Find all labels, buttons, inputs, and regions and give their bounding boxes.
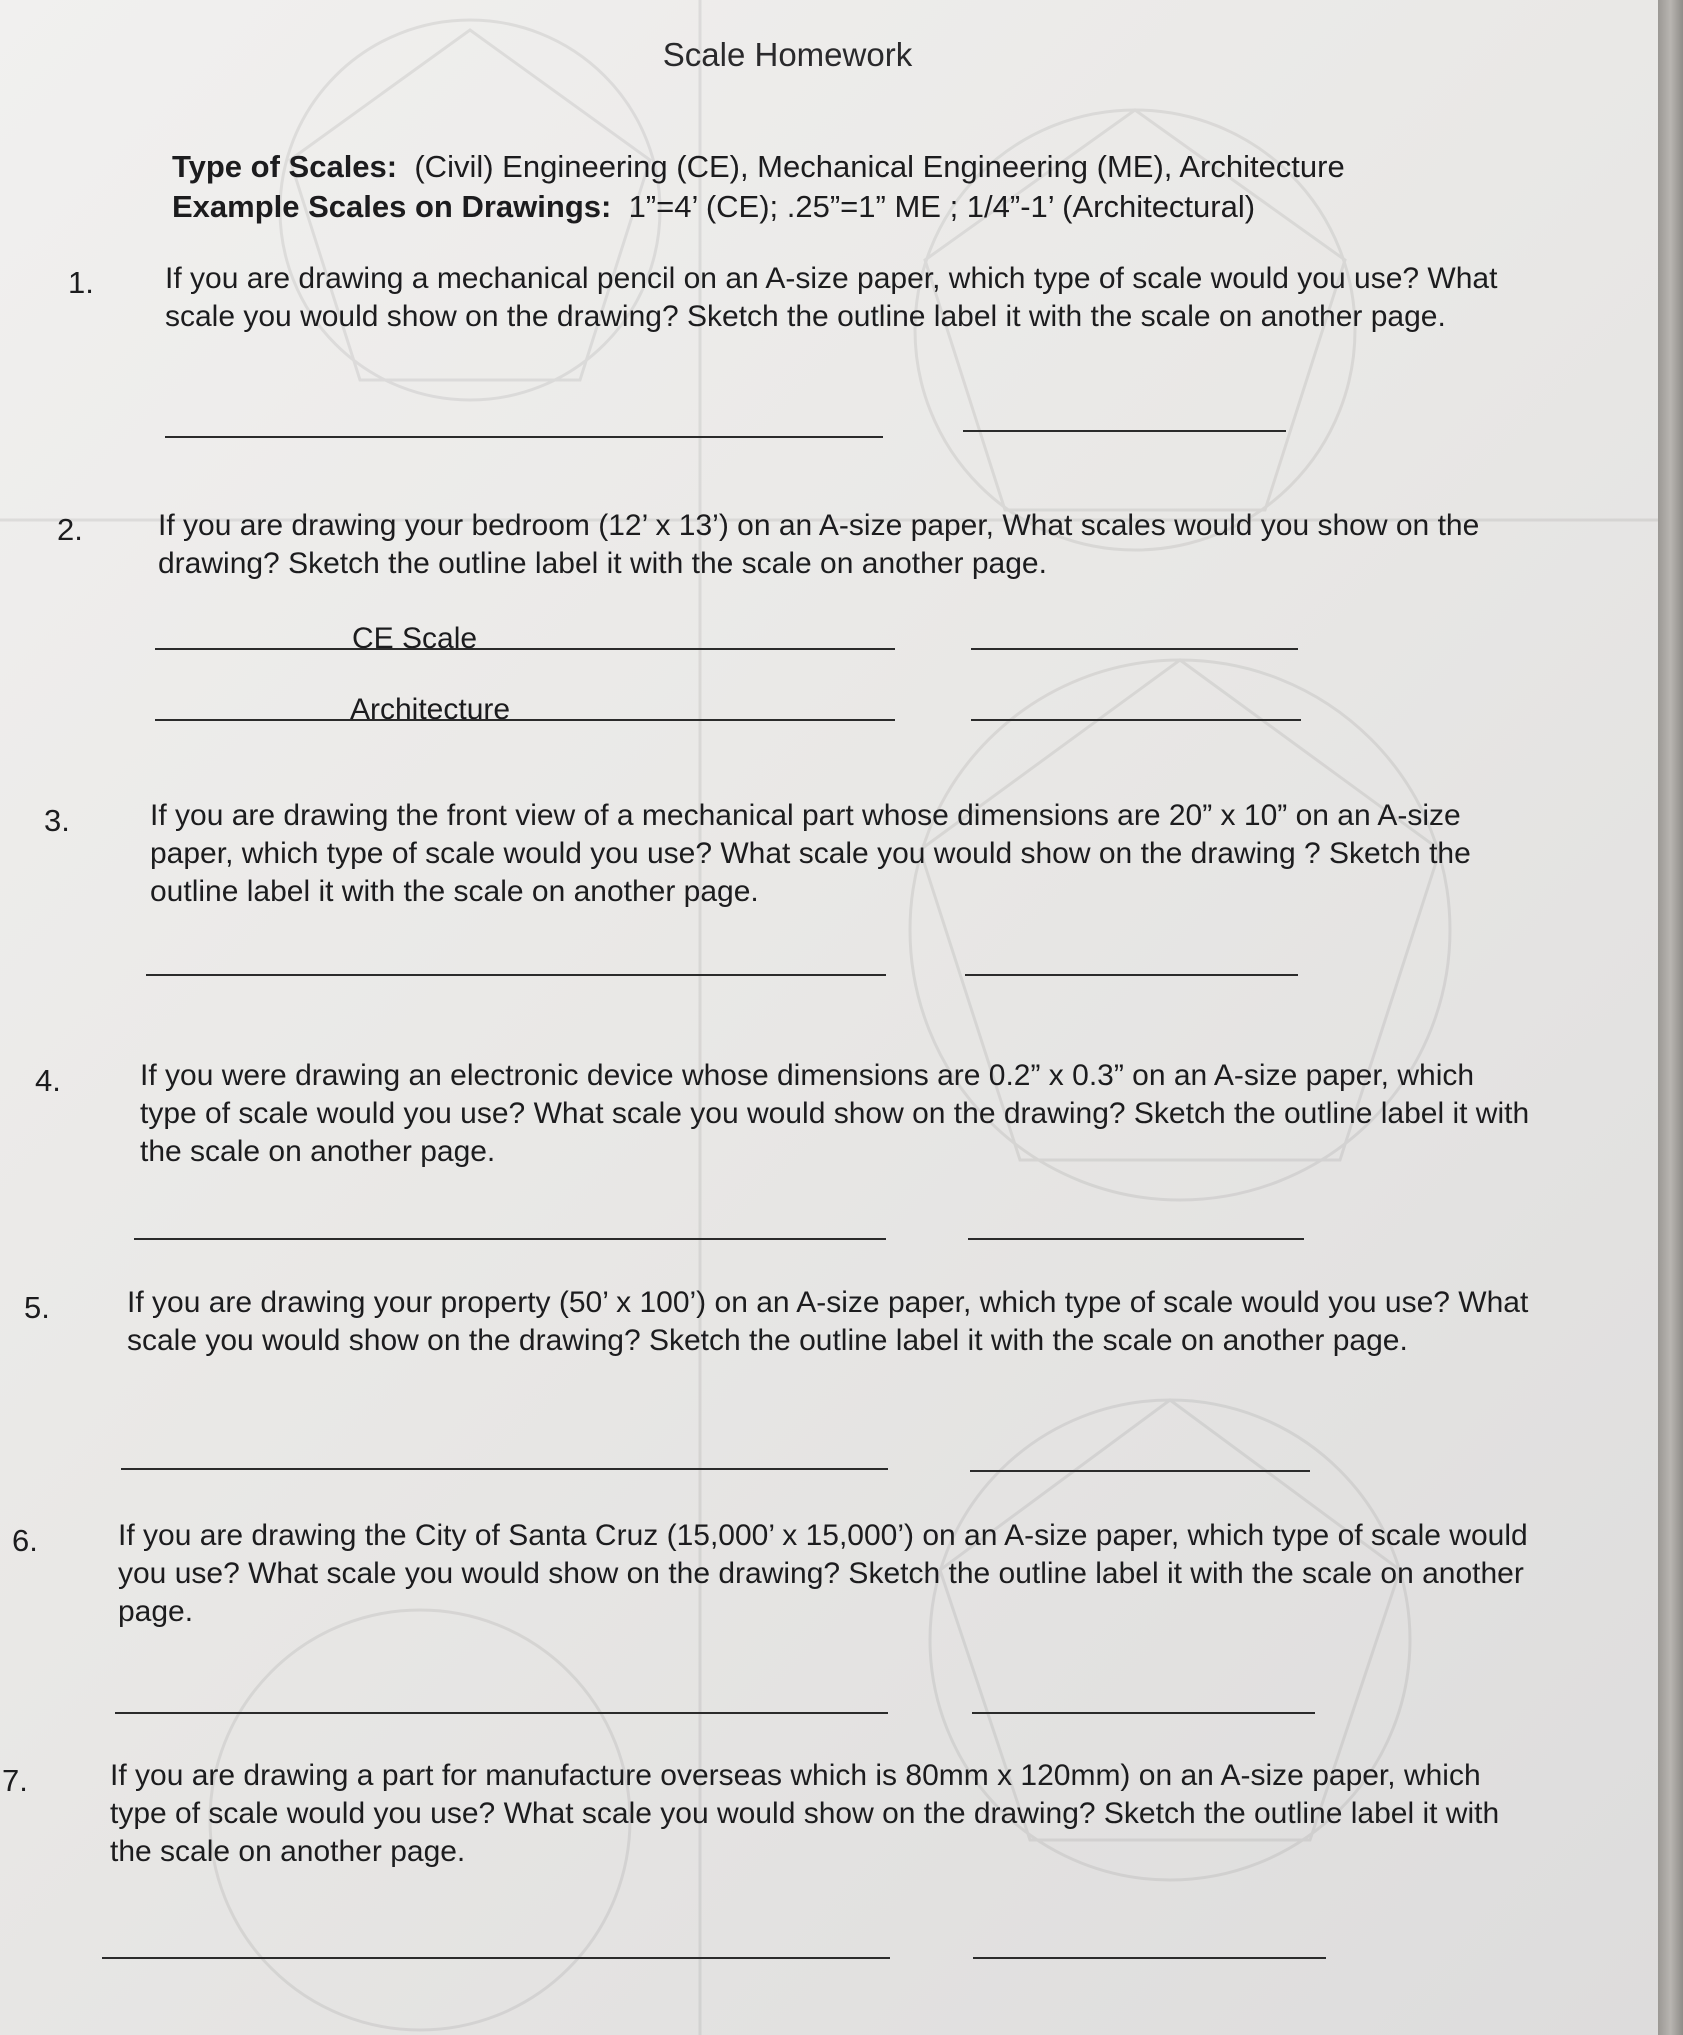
scale-types-label: Type of Scales: [172, 149, 398, 184]
scale-types-value: (Civil) Engineering (CE), Mechanical Engineering (ME), Architecture [414, 149, 1345, 184]
answer-label-architecture: Architecture [350, 693, 511, 726]
answer-line[interactable] [965, 974, 1298, 976]
page-edge [1658, 0, 1683, 2035]
example-scales-line [172, 189, 1255, 225]
answer-line[interactable] [165, 436, 883, 438]
scale-types-line [172, 149, 1345, 185]
question-text: If you are drawing the City of Santa Cruz (15,000’ x 15,000’) on an A-size paper, which type of scale would you use? What scale you would show on the drawing? Sketch the outline label it with the scale on another page. [118, 1519, 1528, 1628]
answer-line[interactable] [972, 1712, 1315, 1714]
example-scales-label: Example Scales on Drawings: [172, 189, 612, 224]
answer-line[interactable] [102, 1957, 890, 1959]
question-text: If you were drawing an electronic device whose dimensions are 0.2” x 0.3” on an A-size paper, which type of scale would you use? What scale you would show on the drawing? Sketch the outline label it with the scale on another page. [140, 1059, 1530, 1168]
answer-line[interactable] [134, 1238, 886, 1240]
answer-line[interactable] [968, 1238, 1304, 1240]
page-title: Scale Homework [662, 36, 913, 73]
answer-line[interactable] [970, 1470, 1310, 1472]
answer-label-ce-scale: CE Scale [352, 622, 478, 655]
question-number: 2. [57, 512, 83, 547]
answer-line[interactable] [155, 719, 895, 721]
answer-line[interactable] [121, 1468, 888, 1470]
question-number: 7. [2, 1763, 28, 1798]
question-number: 1. [68, 265, 94, 300]
question-text: If you are drawing the front view of a mechanical part whose dimensions are 20” x 10” on an A-size paper, which type of scale would you use? What scale you would show on the drawing ? Sketch the outline label it with the scale on another page. [150, 799, 1471, 908]
question-text: If you are drawing a mechanical pencil on an A-size paper, which type of scale would you use? What scale you would show on the drawing? Sketch the outline label it with the scale on another page. [165, 262, 1498, 333]
question-text: If you are drawing your property (50’ x 100’) on an A-size paper, which type of scale would you use? What scale you would show on the drawing? Sketch the outline label it with the scale on another page. [127, 1286, 1529, 1357]
answer-line[interactable] [115, 1712, 888, 1714]
answer-line[interactable] [963, 430, 1286, 432]
answer-line[interactable] [146, 974, 886, 976]
example-scales-value: 1”=4’ (CE); .25”=1” ME ; 1/4”-1’ (Architectural) [628, 189, 1256, 224]
answer-line[interactable] [973, 1957, 1326, 1959]
question-number: 5. [24, 1290, 50, 1325]
answer-line[interactable] [971, 648, 1298, 650]
answer-line[interactable] [971, 719, 1301, 721]
question-number: 3. [44, 803, 70, 838]
question-text: If you are drawing a part for manufacture overseas which is 80mm x 120mm) on an A-size paper, which type of scale would you use? What scale you would show on the drawing? Sketch the outline label it with the scale on another page. [110, 1759, 1500, 1868]
question-text: If you are drawing your bedroom (12’ x 13’) on an A-size paper, What scales would you show on the drawing? Sketch the outline label it with the scale on another page. [158, 509, 1480, 580]
answer-line[interactable] [155, 648, 895, 650]
question-number: 6. [12, 1523, 38, 1558]
question-number: 4. [35, 1063, 61, 1098]
